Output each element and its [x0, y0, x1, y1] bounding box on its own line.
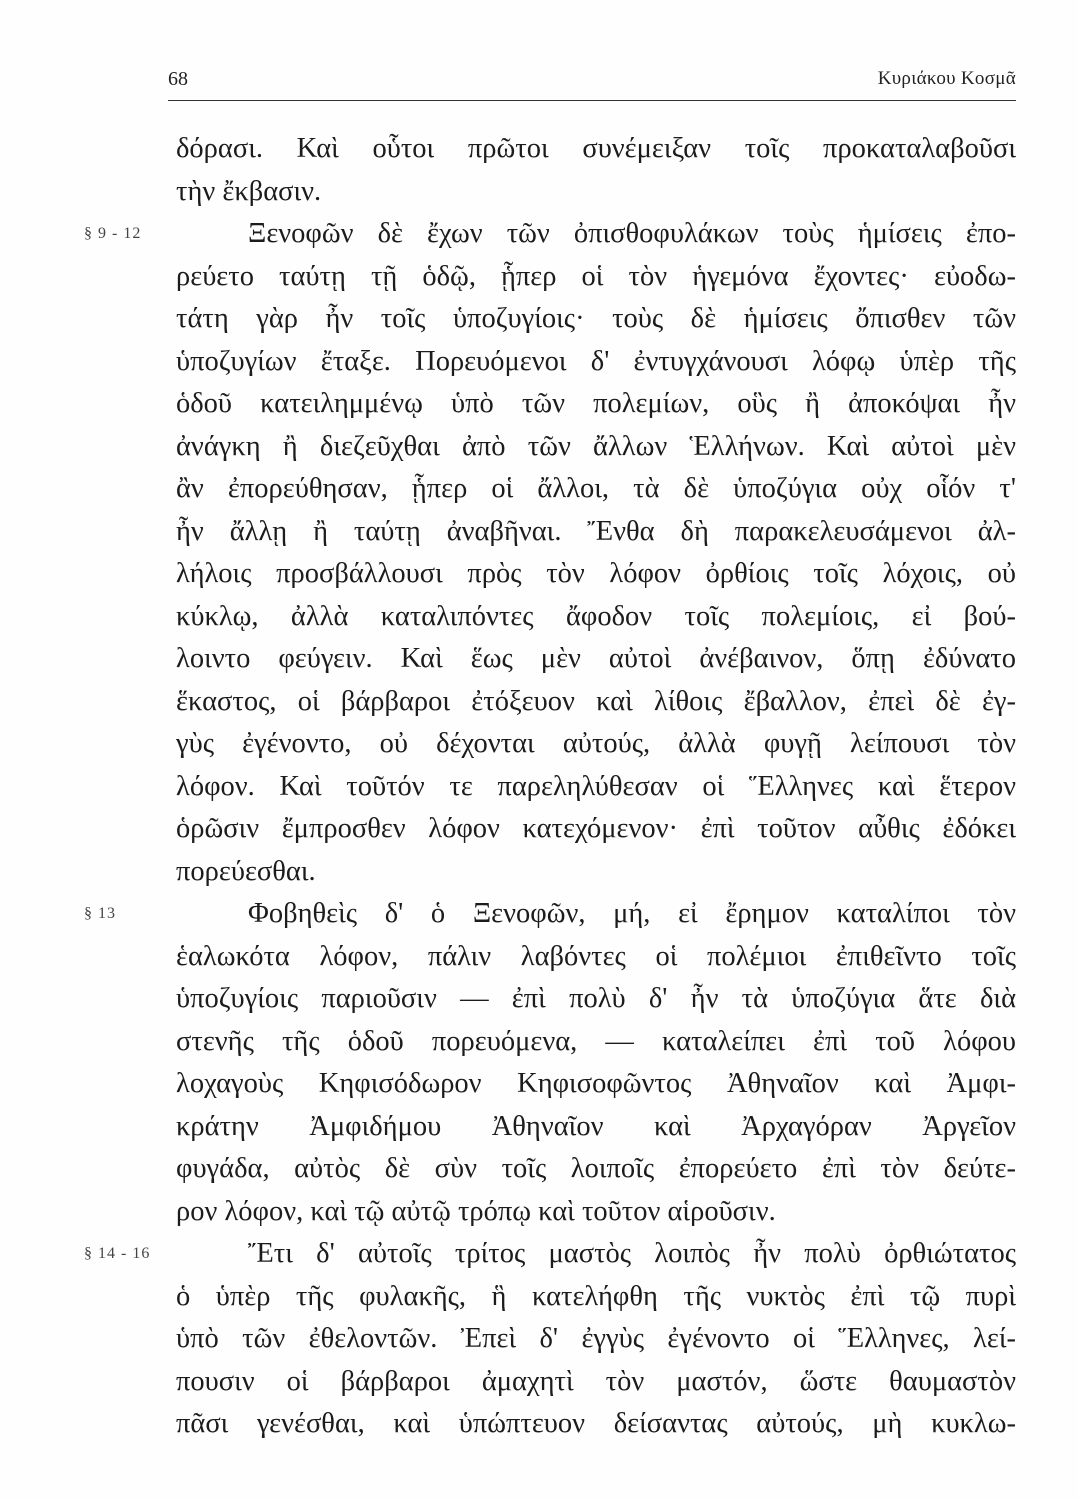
line-text: κράτην Ἀμφιδήμου Ἀθηναῖον καὶ Ἀρχαγόραν Ἀργεῖον [176, 1110, 1016, 1142]
text-line [176, 128, 1016, 171]
text-line [176, 1021, 1016, 1064]
line-text: ρεύετο ταύτῃ τῇ ὁδῷ, ᾗπερ οἱ τὸν ἡγεμόνα ἔχοντες· εὐοδω- [176, 260, 1016, 292]
text-line [176, 256, 1016, 299]
text-line [176, 936, 1016, 979]
page-number: 68 [168, 68, 188, 90]
text-line [176, 638, 1016, 681]
line-text: ἕκαστος, οἱ βάρβαροι ἐτόξευον καὶ λίθοις ἔβαλλον, ἐπεὶ δὲ ἐγ- [176, 685, 1016, 717]
line-text: ὑποζυγίοις παριοῦσιν — ἐπὶ πολὺ δ' ἦν τὰ ὑποζύγια ἅτε διὰ [176, 983, 1016, 1014]
text-line [176, 723, 1016, 766]
line-text: τὴν ἔκβασιν. [176, 175, 322, 207]
line-text: ὑποζυγίων ἔταξε. Πορευόμενοι δ' ἐντυγχάνουσι λόφῳ ὑπὲρ τῆς [176, 345, 1016, 377]
text-line [176, 978, 1016, 1021]
running-head: Κυριάκου Κοσμᾶ [877, 68, 1016, 89]
text-line [176, 468, 1016, 511]
text-line [176, 1361, 1016, 1404]
text-line [176, 1403, 1016, 1446]
text-line [176, 1191, 1016, 1234]
line-text: δόρασι. Καὶ οὗτοι πρῶτοι συνέμειξαν τοῖς προκαταλαβοῦσι [176, 133, 1016, 164]
line-text: ἑαλωκότα λόφον, πάλιν λαβόντες οἱ πολέμιοι ἐπιθεῖντο τοῖς [176, 940, 1016, 972]
line-text: στενῆς τῆς ὁδοῦ πορευόμενα, — καταλείπει ἐπὶ τοῦ λόφου [176, 1025, 1016, 1057]
line-text: ὑπὸ τῶν ἐθελοντῶν. Ἐπεὶ δ' ἐγγὺς ἐγένοντο οἱ Ἕλληνες, λεί- [176, 1323, 1016, 1354]
line-text: κύκλῳ, ἀλλὰ καταλιπόντες ἄφοδον τοῖς πολεμίοις, εἰ βού- [176, 600, 1016, 632]
line-text: Φοβηθεὶς δ' ὁ Ξενοφῶν, μή, εἰ ἔρημον καταλίποι τὸν [248, 898, 1016, 929]
text-line [176, 1318, 1016, 1361]
line-text: ἀνάγκη ἢ διεζεῦχθαι ἀπὸ τῶν ἄλλων Ἑλλήνων. Καὶ αὐτοὶ μὲν [176, 430, 1016, 462]
text-line [84, 213, 1016, 256]
text-line [176, 1276, 1016, 1319]
text-line [176, 341, 1016, 384]
text-line [176, 298, 1016, 341]
line-text: ρον λόφον, καὶ τῷ αὐτῷ τρόπῳ καὶ τοῦτον αἱροῦσιν. [176, 1195, 776, 1227]
margin-section-reference: § 14 - 16 [84, 1245, 151, 1262]
line-text: λόφον. Καὶ τοῦτόν τε παρεληλύθεσαν οἱ Ἕλληνες καὶ ἕτερον [176, 770, 1016, 802]
line-text: ἦν ἄλλῃ ἢ ταύτῃ ἀναβῆναι. Ἔνθα δὴ παρακελευσάμενοι ἀλ- [176, 515, 1016, 547]
text-line [176, 553, 1016, 596]
line-text: πᾶσι γενέσθαι, καὶ ὑπώπτευον δείσαντας αὐτούς, μὴ κυκλω- [176, 1408, 1016, 1439]
text-line [176, 681, 1016, 724]
line-text: ὁρῶσιν ἔμπροσθεν λόφον κατεχόμενον· ἐπὶ τοῦτον αὖθις ἐδόκει [176, 813, 1016, 844]
line-text: πουσιν οἱ βάρβαροι ἀμαχητὶ τὸν μαστόν, ὥστε θαυμαστὸν [176, 1365, 1016, 1397]
text-line [176, 596, 1016, 639]
margin-section-reference: § 13 [84, 905, 116, 922]
line-text: Ἔτι δ' αὐτοῖς τρίτος μαστὸς λοιπὸς ἦν πολὺ ὀρθιώτατος [248, 1238, 1016, 1269]
text-line [176, 426, 1016, 469]
text-line [176, 766, 1016, 809]
line-text: λοχαγοὺς Κηφισόδωρον Κηφισοφῶντος Ἀθηναῖον καὶ Ἀμφι- [176, 1068, 1016, 1099]
text-line [176, 171, 1016, 214]
text-line [84, 1233, 1016, 1276]
body-text [84, 128, 1016, 1446]
line-text: ὁδοῦ κατειλημμένῳ ὑπὸ τῶν πολεμίων, οὓς ἢ ἀποκόψαι ἦν [176, 388, 1016, 419]
margin-section-reference: § 9 - 12 [84, 225, 142, 242]
line-text: ὁ ὑπὲρ τῆς φυλακῆς, ἣ κατελήφθη τῆς νυκτὸς ἐπὶ τῷ πυρὶ [176, 1280, 1016, 1312]
line-text: λοιντο φεύγειν. Καὶ ἕως μὲν αὐτοὶ ἀνέβαινον, ὅπῃ ἐδύνατο [176, 643, 1016, 674]
text-line [176, 383, 1016, 426]
text-line [176, 1063, 1016, 1106]
page-header [168, 62, 1016, 101]
line-text: πορεύεσθαι. [176, 855, 316, 887]
line-text: φυγάδα, αὐτὸς δὲ σὺν τοῖς λοιποῖς ἐπορεύετο ἐπὶ τὸν δεύτε- [176, 1153, 1016, 1184]
text-line [176, 511, 1016, 554]
line-text: ἂν ἐπορεύθησαν, ᾗπερ οἱ ἄλλοι, τὰ δὲ ὑποζύγια οὐχ οἷόν τ' [176, 473, 1016, 504]
line-text: Ξενοφῶν δὲ ἔχων τῶν ὀπισθοφυλάκων τοὺς ἡμίσεις ἐπο- [248, 218, 1016, 249]
text-line [176, 1148, 1016, 1191]
text-line [176, 1106, 1016, 1149]
line-text: γὺς ἐγένοντο, οὐ δέχονται αὐτούς, ἀλλὰ φυγῇ λείπουσι τὸν [176, 728, 1016, 759]
line-text: τάτη γὰρ ἦν τοῖς ὑποζυγίοις· τοὺς δὲ ἡμίσεις ὄπισθεν τῶν [176, 303, 1016, 334]
text-line [176, 808, 1016, 851]
line-text: λήλοις προσβάλλουσι πρὸς τὸν λόφον ὀρθίοις τοῖς λόχοις, οὐ [176, 558, 1016, 589]
text-line [84, 893, 1016, 936]
text-line [176, 851, 1016, 894]
